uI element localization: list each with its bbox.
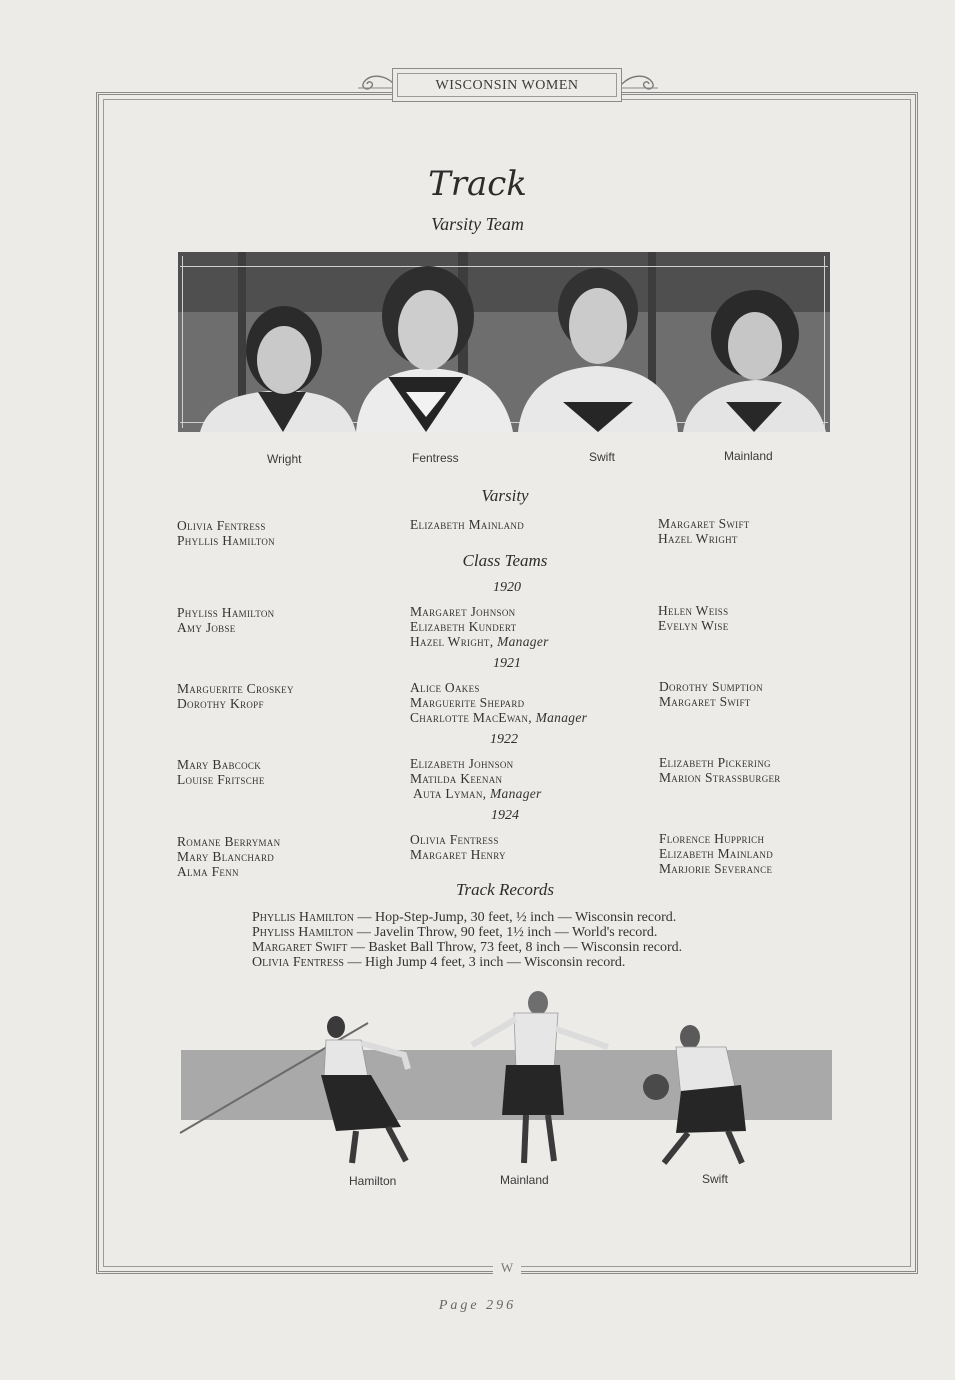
manager-suffix: , Manager: [528, 710, 588, 725]
team-1924-column-1: [177, 834, 280, 879]
record-line: Olivia Fentress — High Jump 4 feet, 3 inch — Wisconsin record.: [252, 955, 626, 970]
team-1924-column-2: [410, 832, 506, 862]
w-monogram: W: [493, 1260, 521, 1280]
name-entry: Margaret Swift: [659, 694, 751, 709]
name-entry: Dorothy Sumption: [659, 679, 763, 694]
section-class-teams-heading: Class Teams: [462, 551, 548, 570]
varsity-column-2: [410, 517, 524, 532]
year-label-1922: 1922: [490, 732, 518, 747]
team-1922-column-2: [410, 756, 542, 801]
name-entry: Marjorie Severance: [659, 861, 773, 876]
page-number: Page 296: [438, 1298, 517, 1313]
record-line: Phyliss Hamilton — Javelin Throw, 90 feet, 1½ inch — World's record.: [252, 925, 658, 940]
athlete-caption-1: Hamilton: [349, 1174, 397, 1188]
name-entry: Margaret Henry: [410, 847, 506, 862]
name-entry: Alma Fenn: [177, 864, 239, 879]
name-entry: Marguerite Shepard: [410, 695, 525, 710]
name-entry: Phyllis Hamilton: [177, 533, 275, 548]
manager-suffix: , Manager: [482, 786, 542, 801]
name-entry: Evelyn Wise: [658, 618, 729, 633]
varsity-team-photo: [178, 252, 830, 432]
name-entry: Amy Jobse: [177, 620, 236, 635]
track-records-list: [252, 910, 682, 970]
name-entry: Dorothy Kropf: [177, 696, 264, 711]
team-1922-column-1: [177, 757, 265, 787]
year-label-1921: 1921: [493, 656, 521, 671]
name-entry: Olivia Fentress: [410, 832, 499, 847]
name-entry-manager: Charlotte MacEwan, Manager: [410, 710, 588, 725]
year-label-1924: 1924: [491, 808, 519, 823]
section-varsity-heading: Varsity: [481, 486, 529, 505]
record-line: Phyllis Hamilton — Hop-Step-Jump, 30 feet, ½ inch — Wisconsin record.: [252, 910, 677, 925]
page-title: Track: [428, 164, 527, 204]
athlete-caption-2: Mainland: [500, 1173, 549, 1187]
name-entry: Margaret Swift: [658, 516, 750, 531]
name-entry: Helen Weiss: [658, 603, 729, 618]
name-entry: Elizabeth Kundert: [410, 619, 517, 634]
running-header: WISCONSIN WOMEN: [435, 78, 579, 93]
scroll-ornament-left: [356, 72, 396, 96]
photo-caption-1: Wright: [267, 452, 302, 466]
name-entry: Elizabeth Johnson: [410, 756, 514, 771]
name-entry: Louise Fritsche: [177, 772, 265, 787]
name-entry: Romane Berryman: [177, 834, 281, 849]
name-entry-manager: Hazel Wright, Manager: [410, 634, 549, 649]
name-entry: Olivia Fentress: [177, 518, 266, 533]
team-1922-column-3: [659, 755, 781, 785]
name-entry: Elizabeth Pickering: [659, 755, 771, 770]
name-entry: Alice Oakes: [410, 680, 480, 695]
team-1920-column-2: [410, 604, 549, 649]
team-1920-column-3: [658, 603, 729, 633]
manager-suffix: , Manager: [489, 634, 549, 649]
team-1924-column-3: [659, 831, 773, 876]
name-entry: Matilda Keenan: [410, 771, 503, 786]
athletes-action-photo: [176, 985, 836, 1170]
name-entry: Florence Hupprich: [659, 831, 765, 846]
team-1921-column-3: [659, 679, 763, 709]
name-entry: Marion Strassburger: [659, 770, 781, 785]
name-entry: Elizabeth Mainland: [659, 846, 774, 861]
varsity-column-3: [658, 516, 750, 546]
record-line: Margaret Swift — Basket Ball Throw, 73 feet, 8 inch — Wisconsin record.: [252, 940, 683, 955]
photo-caption-3: Swift: [589, 450, 616, 464]
name-entry: Mary Blanchard: [177, 849, 275, 864]
varsity-column-1: [177, 518, 275, 548]
year-label-1920: 1920: [493, 580, 521, 595]
section-track-records-heading: Track Records: [455, 880, 555, 899]
athlete-caption-3: Swift: [702, 1172, 729, 1186]
page-subtitle: Varsity Team: [431, 214, 524, 234]
name-entry: Mary Babcock: [177, 757, 261, 772]
photo-caption-2: Fentress: [412, 451, 459, 465]
name-entry-manager: Auta Lyman, Manager: [413, 786, 542, 801]
photo-caption-4: Mainland: [724, 449, 773, 463]
team-1921-column-2: [410, 680, 587, 725]
name-entry: Marguerite Croskey: [177, 681, 294, 696]
team-1921-column-1: [177, 681, 294, 711]
name-entry: Elizabeth Mainland: [410, 517, 525, 532]
name-entry: Hazel Wright: [658, 531, 738, 546]
team-1920-column-1: [177, 605, 274, 635]
name-entry: Margaret Johnson: [410, 604, 516, 619]
name-entry: Phyliss Hamilton: [177, 605, 275, 620]
scroll-ornament-right: [620, 72, 660, 96]
